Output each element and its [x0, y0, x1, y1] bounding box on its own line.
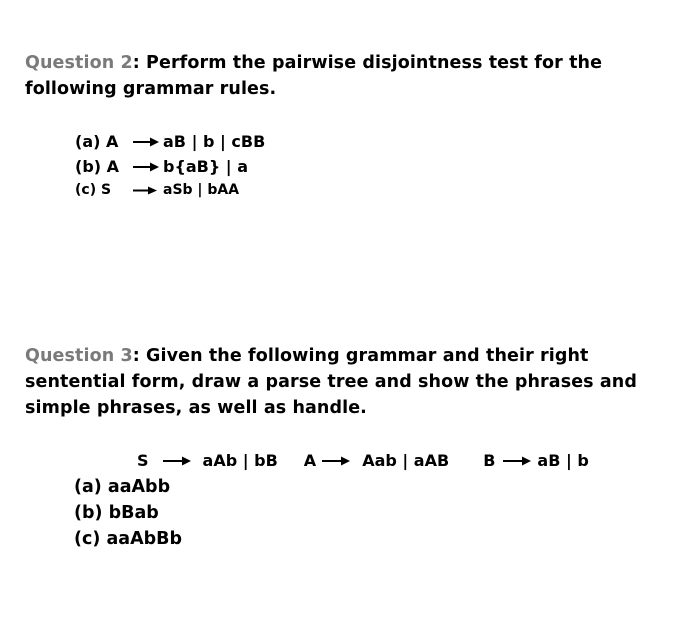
rule-a — [75, 129, 265, 153]
production-a-lhs: A — [303, 450, 317, 470]
rule-a-rhs: aB | b | cBB — [163, 131, 266, 151]
right-arrow-icon — [133, 157, 163, 176]
production-s — [137, 451, 278, 470]
question-3-colon: : — [132, 346, 140, 366]
sentential-form-c: (c) aaAbBb — [74, 529, 183, 549]
production-a-rhs: Aab | aAB — [362, 450, 450, 470]
sentential-form-b: (b) bBab — [74, 503, 159, 523]
question-3-text: Given the following grammar and their right sentential form, draw a parse tree and show the phrases and simple phrases, as well as handle. — [25, 346, 637, 418]
right-arrow-icon — [133, 132, 163, 151]
question-3-label: Question 3 — [25, 346, 133, 366]
grammar-productions — [137, 447, 589, 473]
question-2-colon: : — [132, 53, 140, 73]
rule-c-rhs: aSb | bAA — [163, 182, 240, 198]
production-s-lhs: S — [137, 450, 149, 470]
rule-b-label: (b) A — [75, 156, 120, 176]
rule-c — [75, 178, 239, 202]
right-arrow-icon — [503, 451, 531, 470]
right-arrow-icon — [322, 451, 350, 470]
sentential-form-a: (a) aaAbb — [74, 477, 171, 497]
right-arrow-icon — [133, 182, 163, 198]
production-s-rhs: aAb | bB — [202, 450, 278, 470]
rule-a-label: (a) A — [75, 131, 119, 151]
rule-b-rhs: b{aB} | a — [163, 156, 249, 176]
right-arrow-icon — [163, 451, 191, 470]
question-2-prompt — [25, 50, 655, 102]
rule-b — [75, 154, 248, 178]
production-b-lhs: B — [483, 450, 496, 470]
production-b-rhs: aB | b — [537, 450, 589, 470]
production-a — [304, 451, 449, 470]
question-2-text: Perform the pairwise disjointness test for the following grammar rules. — [25, 53, 603, 99]
question-2-label: Question 2 — [25, 53, 133, 73]
production-b — [483, 451, 589, 470]
question-3-prompt — [25, 343, 655, 421]
rule-c-label: (c) S — [75, 182, 112, 198]
